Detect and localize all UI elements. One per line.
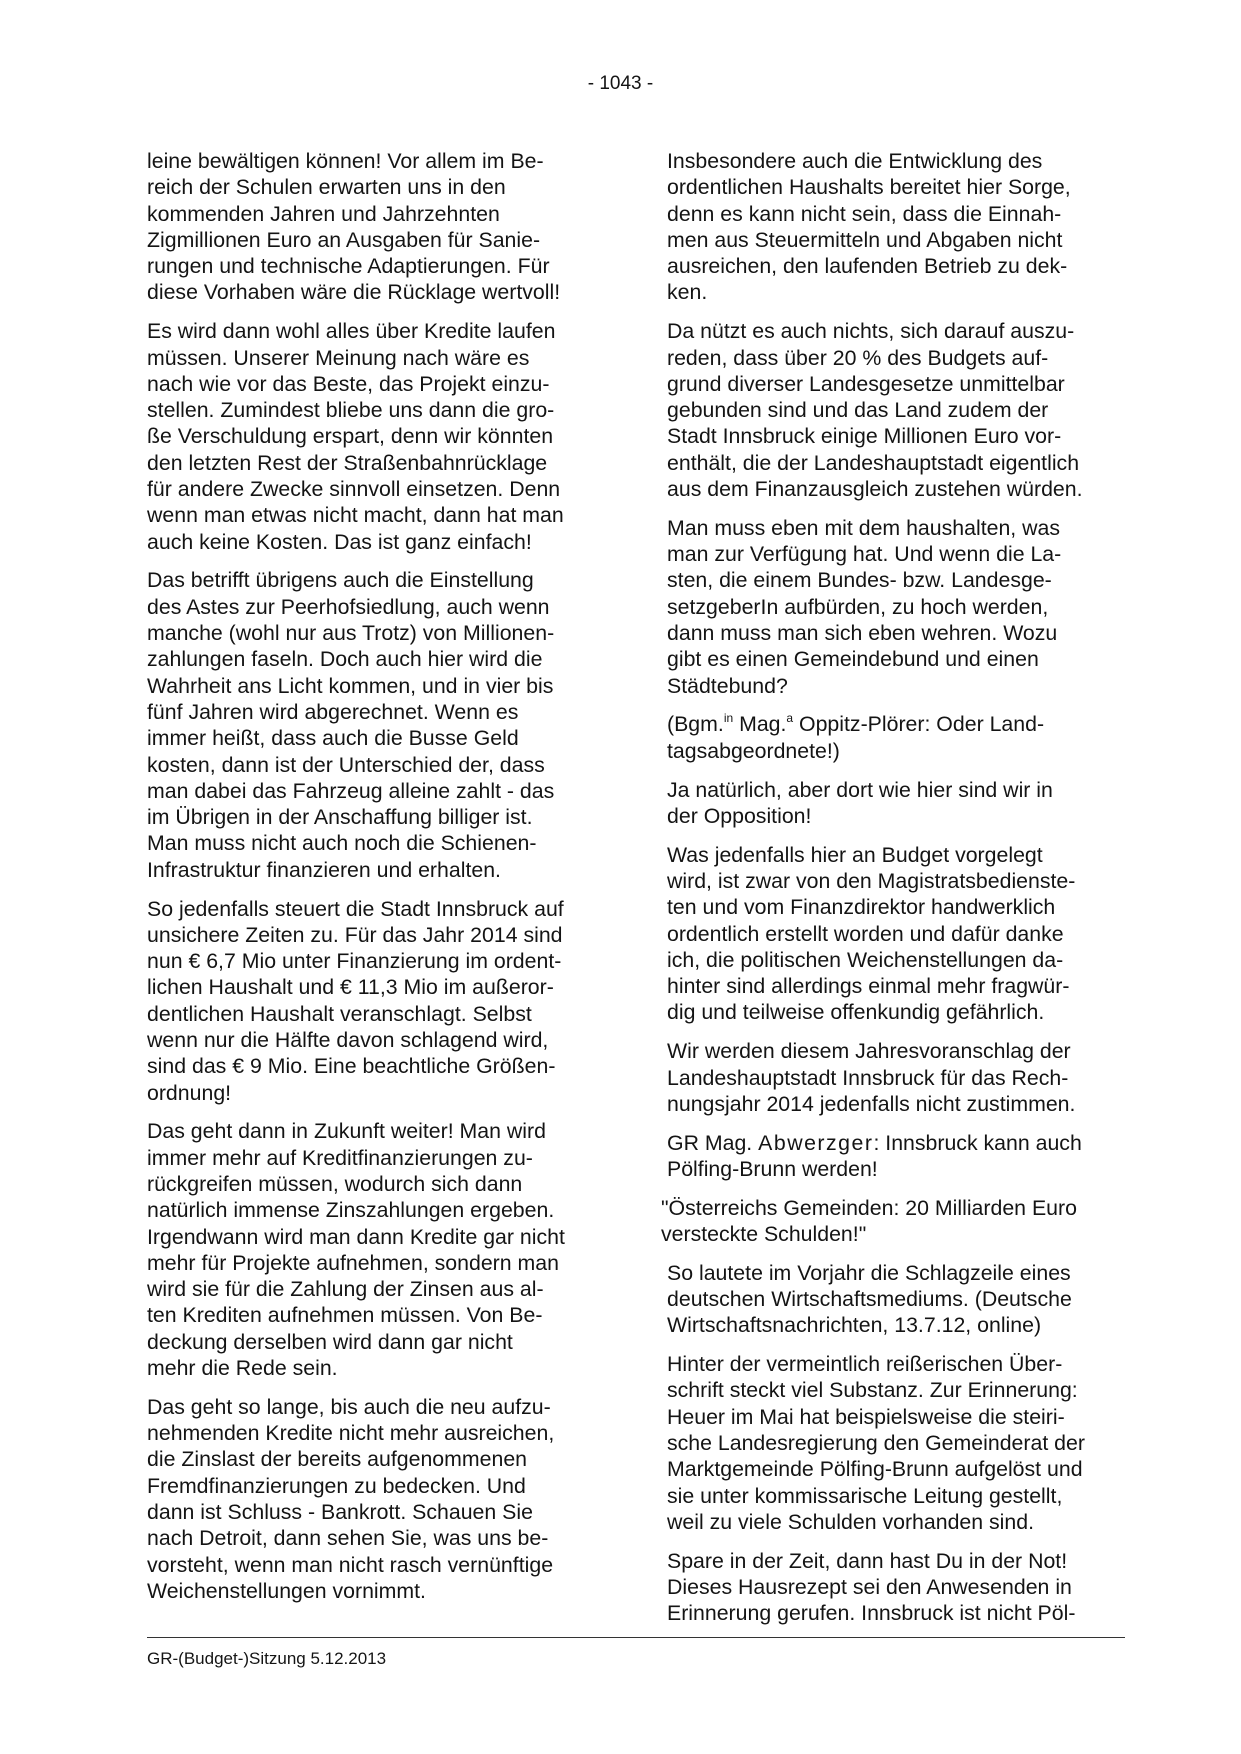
text-line: immer mehr auf Kreditfinanzierungen zu- bbox=[147, 1145, 533, 1170]
left-column bbox=[147, 148, 602, 1617]
text-line: Heuer im Mai hat beispielsweise die steiri- bbox=[667, 1404, 1065, 1429]
text-line: "Österreichs Gemeinden: 20 Milliarden Euro bbox=[661, 1195, 1077, 1220]
footer-divider bbox=[147, 1637, 1125, 1638]
text-line: des Astes zur Peerhofsiedlung, auch wenn bbox=[147, 594, 550, 619]
text-line: diese Vorhaben wäre die Rücklage wertvoll! bbox=[147, 280, 561, 305]
text-line: Insbesondere auch die Entwicklung des bbox=[667, 149, 1043, 173]
text-line: immer heißt, dass auch die Busse Geld bbox=[147, 726, 519, 751]
text-line: kosten, dann ist der Unterschied der, dass bbox=[147, 752, 545, 777]
text-line: enthält, die der Landeshauptstadt eigentlich bbox=[667, 450, 1080, 475]
interjection-text: tagsabgeordnete!) bbox=[667, 738, 840, 763]
text-line: ken. bbox=[667, 280, 708, 305]
text-line: ordentlich erstellt worden und dafür danke bbox=[667, 921, 1064, 946]
text-line: schrift steckt viel Substanz. Zur Erinnerung: bbox=[667, 1378, 1078, 1403]
text-line: rückgreifen müssen, wodurch sich dann bbox=[147, 1171, 523, 1196]
text-line: vorsteht, wenn man nicht rasch vernünftige bbox=[147, 1552, 554, 1577]
text-line: Fremdfinanzierungen zu bedecken. Und bbox=[147, 1473, 526, 1498]
interjection-text: Oppitz-Plörer: Oder Land- bbox=[793, 712, 1045, 737]
text-line: sind das € 9 Mio. Eine beachtliche Größen- bbox=[147, 1054, 556, 1079]
text-line: ordentlichen Haushalts bereitet hier Sorge, bbox=[667, 175, 1071, 200]
text-line: Man muss eben mit dem haushalten, was bbox=[667, 515, 1061, 540]
text-line: So jedenfalls steuert die Stadt Innsbruck auf bbox=[147, 896, 564, 921]
text-line: So lautete im Vorjahr die Schlagzeile eines bbox=[667, 1260, 1071, 1285]
text-line: ße Verschuldung erspart, denn wir könnten bbox=[147, 424, 554, 449]
text-line: man dabei das Fahrzeug alleine zahlt - das bbox=[147, 778, 555, 803]
text-line: reden, dass über 20 % des Budgets auf- bbox=[667, 345, 1049, 370]
text-line: ten Krediten aufnehmen müssen. Von Be- bbox=[147, 1303, 543, 1328]
text-line: wenn nur die Hälfte davon schlagend wird, bbox=[147, 1028, 549, 1052]
text-line: der Opposition! bbox=[667, 803, 812, 828]
text-line: men aus Steuermitteln und Abgaben nicht bbox=[667, 227, 1063, 252]
text-line: Weichenstellungen vornimmt. bbox=[147, 1578, 426, 1603]
text-line: stellen. Zumindest bliebe uns dann die gro- bbox=[147, 398, 555, 423]
paragraph bbox=[147, 1394, 602, 1604]
text-line: wird, ist zwar von den Magistratsbedienste- bbox=[667, 868, 1076, 893]
text-line: kommenden Jahren und Jahrzehnten bbox=[147, 201, 500, 226]
text-line: Das geht dann in Zukunft weiter! Man wird bbox=[147, 1119, 546, 1144]
text-line: man zur Verfügung hat. Und wenn die La- bbox=[667, 542, 1062, 567]
text-line: sten, die einem Bundes- bzw. Landesge- bbox=[667, 568, 1052, 593]
text-line: mehr für Projekte aufnehmen, sondern man bbox=[147, 1250, 559, 1275]
text-line: Irgendwann wird man dann Kredite gar nicht bbox=[147, 1224, 565, 1249]
interjection bbox=[667, 711, 1127, 764]
speaker-prefix: GR Mag. bbox=[667, 1130, 759, 1155]
text-line: im Übrigen in der Anschaffung billiger ist. bbox=[147, 805, 533, 830]
text-line: ordnung! bbox=[147, 1080, 232, 1105]
text-line: natürlich immense Zinszahlungen ergeben. bbox=[147, 1198, 555, 1223]
text-line: hinter sind allerdings einmal mehr fragwür- bbox=[667, 974, 1070, 999]
text-line: dig und teilweise offenkundig gefährlich. bbox=[667, 1000, 1045, 1025]
text-line: auch keine Kosten. Das ist ganz einfach! bbox=[147, 529, 532, 554]
paragraph bbox=[147, 896, 602, 1106]
speaker-line bbox=[667, 1130, 1127, 1183]
speaker-name: Abwerzger bbox=[758, 1130, 874, 1155]
text-line: Wahrheit ans Licht kommen, und in vier bis bbox=[147, 673, 554, 698]
text-line: weil zu viele Schulden vorhanden sind. bbox=[667, 1509, 1035, 1534]
text-line: für andere Zwecke sinnvoll einsetzen. Denn bbox=[147, 477, 561, 502]
page-number: - 1043 - bbox=[587, 73, 654, 94]
text-line: Dieses Hausrezept sei den Anwesenden in bbox=[667, 1575, 1072, 1600]
text-line: Es wird dann wohl alles über Kredite laufen bbox=[147, 319, 556, 344]
superscript: a bbox=[786, 711, 794, 726]
paragraph bbox=[667, 1038, 1127, 1117]
text-line: nun € 6,7 Mio unter Finanzierung im ordent- bbox=[147, 949, 562, 974]
text-line: lichen Haushalt und € 11,3 Mio im außeror- bbox=[147, 975, 554, 1000]
text-line: Infrastruktur finanzieren und erhalten. bbox=[147, 857, 501, 882]
text-line: deutschen Wirtschaftsmediums. (Deutsche bbox=[667, 1287, 1072, 1312]
text-line: dann muss man sich eben wehren. Wozu bbox=[667, 621, 1058, 646]
paragraph bbox=[667, 1351, 1127, 1535]
interjection-text: Mag. bbox=[733, 712, 787, 737]
text-line: Da nützt es auch nichts, sich darauf auszu- bbox=[667, 319, 1075, 344]
paragraph bbox=[147, 318, 602, 555]
text-line: Das geht so lange, bis auch die neu aufzu- bbox=[147, 1394, 551, 1419]
text-line: sche Landesregierung den Gemeinderat der bbox=[667, 1431, 1085, 1456]
text-line: grund diverser Landesgesetze unmittelbar bbox=[667, 371, 1065, 396]
text-line: nehmenden Kredite nicht mehr ausreichen, bbox=[147, 1421, 555, 1446]
speaker-text: Pölfing-Brunn werden! bbox=[667, 1156, 878, 1181]
text-line: die Zinslast der bereits aufgenommenen bbox=[147, 1447, 528, 1472]
text-line: dentlichen Haushalt veranschlagt. Selbst bbox=[147, 1001, 532, 1026]
interjection-text: (Bgm. bbox=[667, 712, 724, 737]
paragraph bbox=[667, 1260, 1127, 1339]
text-line: ich, die politischen Weichenstellungen da- bbox=[667, 947, 1064, 972]
paragraph bbox=[667, 777, 1127, 830]
text-line: nach wie vor das Beste, das Projekt einzu- bbox=[147, 371, 550, 396]
text-line: Ja natürlich, aber dort wie hier sind wir in bbox=[667, 777, 1053, 802]
paragraph bbox=[667, 842, 1127, 1026]
text-line: unsichere Zeiten zu. Für das Jahr 2014 sind bbox=[147, 922, 563, 947]
text-line: Spare in der Zeit, dann hast Du in der Not! bbox=[667, 1548, 1068, 1573]
footer-text: GR-(Budget-)Sitzung 5.12.2013 bbox=[147, 1649, 387, 1668]
text-line: Hinter der vermeintlich reißerischen Über- bbox=[667, 1352, 1063, 1377]
text-line: aus dem Finanzausgleich zustehen würden. bbox=[667, 477, 1083, 502]
text-line: reich der Schulen erwarten uns in den bbox=[147, 175, 506, 200]
text-line: zahlungen faseln. Doch auch hier wird die bbox=[147, 647, 543, 672]
text-line: Was jedenfalls hier an Budget vorgelegt bbox=[667, 842, 1043, 867]
text-line: gebunden sind und das Land zudem der bbox=[667, 398, 1049, 423]
text-line: sie unter kommissarische Leitung gestellt, bbox=[667, 1483, 1063, 1508]
text-line: Städtebund? bbox=[667, 673, 788, 698]
text-line: rungen und technische Adaptierungen. Für bbox=[147, 254, 550, 279]
text-line: versteckte Schulden!" bbox=[661, 1221, 867, 1246]
text-line: wenn man etwas nicht macht, dann hat man bbox=[147, 503, 564, 528]
text-line: den letzten Rest der Straßenbahnrücklage bbox=[147, 450, 548, 475]
text-line: mehr die Rede sein. bbox=[147, 1356, 338, 1381]
paragraph bbox=[147, 1118, 602, 1381]
paragraph bbox=[147, 148, 602, 306]
text-line: deckung derselben wird dann gar nicht bbox=[147, 1329, 513, 1354]
text-line: Landeshauptstadt Innsbruck für das Rech- bbox=[667, 1065, 1069, 1090]
text-line: ten und vom Finanzdirektor handwerklich bbox=[667, 895, 1056, 920]
quote bbox=[661, 1195, 1127, 1248]
text-line: nungsjahr 2014 jedenfalls nicht zustimmen. bbox=[667, 1091, 1076, 1116]
text-line: müssen. Unserer Meinung nach wäre es bbox=[147, 345, 530, 370]
text-line: dann ist Schluss - Bankrott. Schauen Sie bbox=[147, 1500, 533, 1525]
text-line: Marktgemeinde Pölfing-Brunn aufgelöst und bbox=[667, 1457, 1083, 1482]
text-line: wird sie für die Zahlung der Zinsen aus al- bbox=[147, 1277, 544, 1302]
text-line: Wir werden diesem Jahresvoranschlag der bbox=[667, 1039, 1071, 1064]
paragraph bbox=[667, 318, 1127, 502]
right-column bbox=[661, 148, 1127, 1639]
text-line: Zigmillionen Euro an Ausgaben für Sanie- bbox=[147, 227, 541, 252]
text-line: gibt es einen Gemeindebund und einen bbox=[667, 647, 1039, 672]
text-line: Man muss nicht auch noch die Schienen- bbox=[147, 831, 537, 856]
paragraph bbox=[667, 515, 1127, 699]
text-line: fünf Jahren wird abgerechnet. Wenn es bbox=[147, 699, 519, 724]
text-line: denn es kann nicht sein, dass die Einnah- bbox=[667, 201, 1062, 226]
text-line: Stadt Innsbruck einige Millionen Euro vor- bbox=[667, 424, 1062, 449]
paragraph bbox=[147, 567, 602, 883]
text-line: nach Detroit, dann sehen Sie, was uns be- bbox=[147, 1526, 549, 1551]
superscript: in bbox=[723, 711, 734, 726]
speaker-text: : Innsbruck kann auch bbox=[873, 1130, 1082, 1155]
text-line: ausreichen, den laufenden Betrieb zu dek- bbox=[667, 254, 1068, 279]
text-line: setzgeberIn aufbürden, zu hoch werden, bbox=[667, 594, 1049, 619]
text-line: Wirtschaftsnachrichten, 13.7.12, online) bbox=[667, 1313, 1042, 1338]
text-line: Das betrifft übrigens auch die Einstellung bbox=[147, 568, 534, 593]
text-line: leine bewältigen können! Vor allem im Be- bbox=[147, 149, 544, 173]
paragraph bbox=[667, 1548, 1127, 1627]
text-line: manche (wohl nur aus Trotz) von Millionen- bbox=[147, 621, 555, 646]
paragraph bbox=[667, 148, 1127, 306]
text-line: Erinnerung gerufen. Innsbruck ist nicht Pöl- bbox=[667, 1601, 1076, 1626]
